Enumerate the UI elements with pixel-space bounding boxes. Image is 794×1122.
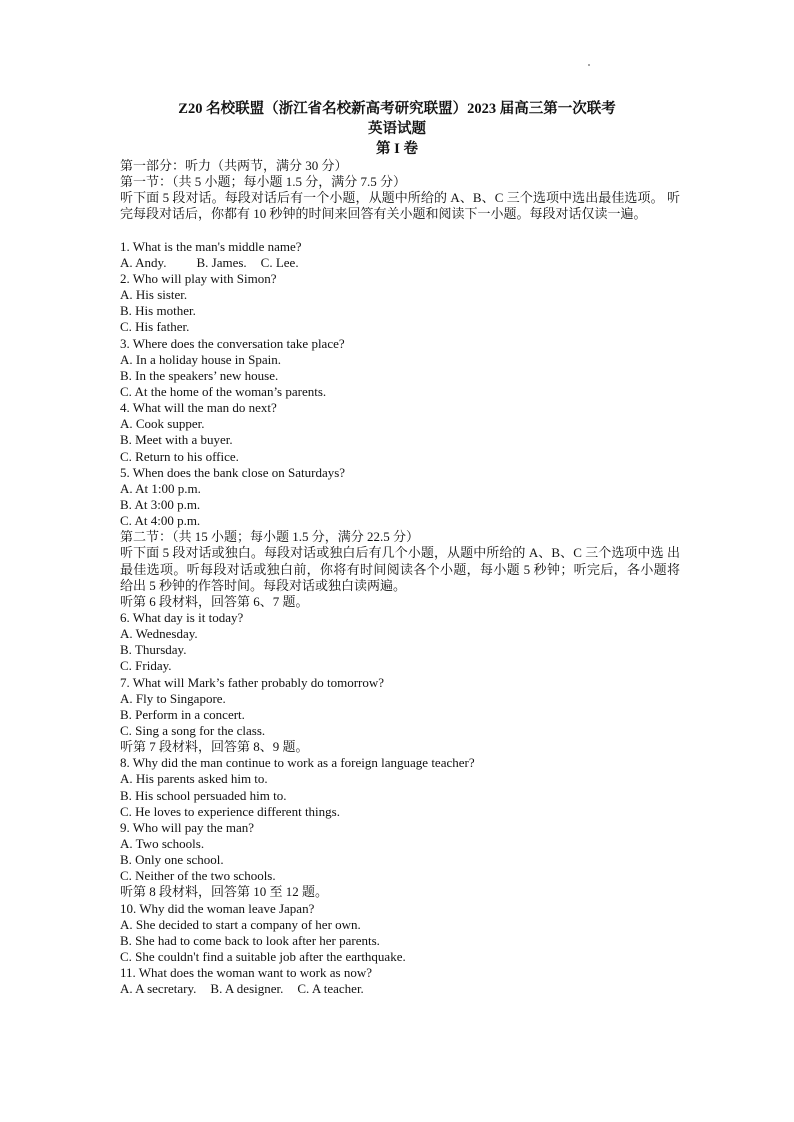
option-a: A. She decided to start a company of her own. xyxy=(120,916,361,932)
exam-title: Z20 名校联盟（浙江省名校新高考研究联盟）2023 届高三第一次联考 xyxy=(178,101,616,117)
question-1-stem: 1. What is the man's middle name? xyxy=(120,238,302,254)
question-6-stem: 6. What day is it today? xyxy=(120,609,244,625)
question-4-stem: 4. What will the man do next? xyxy=(120,400,277,416)
option-b: B. His school persuaded him to. xyxy=(120,787,287,803)
question-11-options xyxy=(120,981,680,997)
question-3-stem: 3. Where does the conversation take place? xyxy=(120,335,345,351)
question-1-options xyxy=(120,255,680,271)
option-c: C. Neither of the two schools. xyxy=(120,868,276,884)
option-b: B. Thursday. xyxy=(120,642,187,658)
option-c: C. At 4:00 p.m. xyxy=(120,513,201,529)
option-b: B. Meet with a buyer. xyxy=(120,432,233,448)
question-5-stem: 5. When does the bank close on Saturdays? xyxy=(120,464,346,480)
option-a: A. A secretary. xyxy=(120,981,197,997)
option-b: B. In the speakers’ new house. xyxy=(120,367,279,383)
option-b: B. Only one school. xyxy=(120,852,224,868)
question-11-stem: 11. What does the woman want to work as now? xyxy=(120,965,373,981)
option-c: C. His father. xyxy=(120,319,190,335)
exam-subtitle: 英语试题 xyxy=(368,121,426,137)
option-c: C. Sing a song for the class. xyxy=(120,722,266,738)
option-b: B. Perform in a concert. xyxy=(120,706,245,722)
question-8-stem: 8. Why did the man continue to work as a foreign language teacher? xyxy=(120,755,475,771)
option-a: A. His sister. xyxy=(120,287,188,303)
option-a: A. Fly to Singapore. xyxy=(120,690,226,706)
exam-body xyxy=(120,158,680,997)
question-7-stem: 7. What will Mark’s father probably do tomorrow? xyxy=(120,674,385,690)
option-c: C. She couldn't find a suitable job after the earthquake. xyxy=(120,948,406,964)
section1-instruction: 听下面 5 段对话。每段对话后有一个小题，从题中所给的 A、B、C 三个选项中选出最佳选项。 听完每段对话后，你都有 10 秒钟的时间来回答有关小题和阅读下一小题。每段对话仅读一遍。 xyxy=(120,190,680,222)
option-a: A. In a holiday house in Spain. xyxy=(120,351,282,367)
option-a: A. Cook supper. xyxy=(120,416,205,432)
option-a: A. His parents asked him to. xyxy=(120,771,268,787)
option-b: B. She had to come back to look after her parents. xyxy=(120,932,380,948)
option-b: B. James. xyxy=(196,254,247,270)
material-8-label: 听第 8 段材料，回答第 10 至 12 题。 xyxy=(120,884,329,900)
option-a: A. Two schools. xyxy=(120,835,205,851)
option-c: C. Lee. xyxy=(260,254,299,270)
volume-label: 第 I 卷 xyxy=(376,141,418,157)
option-b: B. A designer. xyxy=(210,981,284,997)
option-b: B. At 3:00 p.m. xyxy=(120,496,201,512)
material-6-label: 听第 6 段材料，回答第 6、7 题。 xyxy=(120,593,309,609)
option-b: B. His mother. xyxy=(120,303,196,319)
option-a: A. Andy. xyxy=(120,254,167,270)
option-c: C. At the home of the woman’s parents. xyxy=(120,383,327,399)
option-c: C. Return to his office. xyxy=(120,448,239,464)
option-a: A. Wednesday. xyxy=(120,626,198,642)
material-7-label: 听第 7 段材料，回答第 8、9 题。 xyxy=(120,739,309,755)
section2-heading: 第二节：（共 15 小题；每小题 1.5 分，满分 22.5 分） xyxy=(120,529,420,545)
question-2-stem: 2. Who will play with Simon? xyxy=(120,271,277,286)
part-heading: 第一部分：听力（共两节，满分 30 分） xyxy=(120,158,348,173)
question-9-stem: 9. Who will pay the man? xyxy=(120,819,255,835)
question-10-stem: 10. Why did the woman leave Japan? xyxy=(120,900,315,916)
section1-heading: 第一节：（共 5 小题；每小题 1.5 分，满分 7.5 分） xyxy=(120,174,407,190)
option-c: C. Friday. xyxy=(120,658,172,674)
option-a: A. At 1:00 p.m. xyxy=(120,480,201,496)
option-c: C. He loves to experience different things. xyxy=(120,803,340,819)
scan-dot xyxy=(588,64,590,66)
section2-instruction: 听下面 5 段对话或独白。每段对话或独白后有几个小题，从题中所给的 A、B、C 三个选项中选 出最佳选项。听每段对话或独白前，你将有时间阅读各个小题，每小题 5 秒钟；听完后，各小题将 给出 5 秒钟的作答时间。每段对话或独白读两遍。 xyxy=(120,545,680,593)
option-c: C. A teacher. xyxy=(297,981,364,997)
